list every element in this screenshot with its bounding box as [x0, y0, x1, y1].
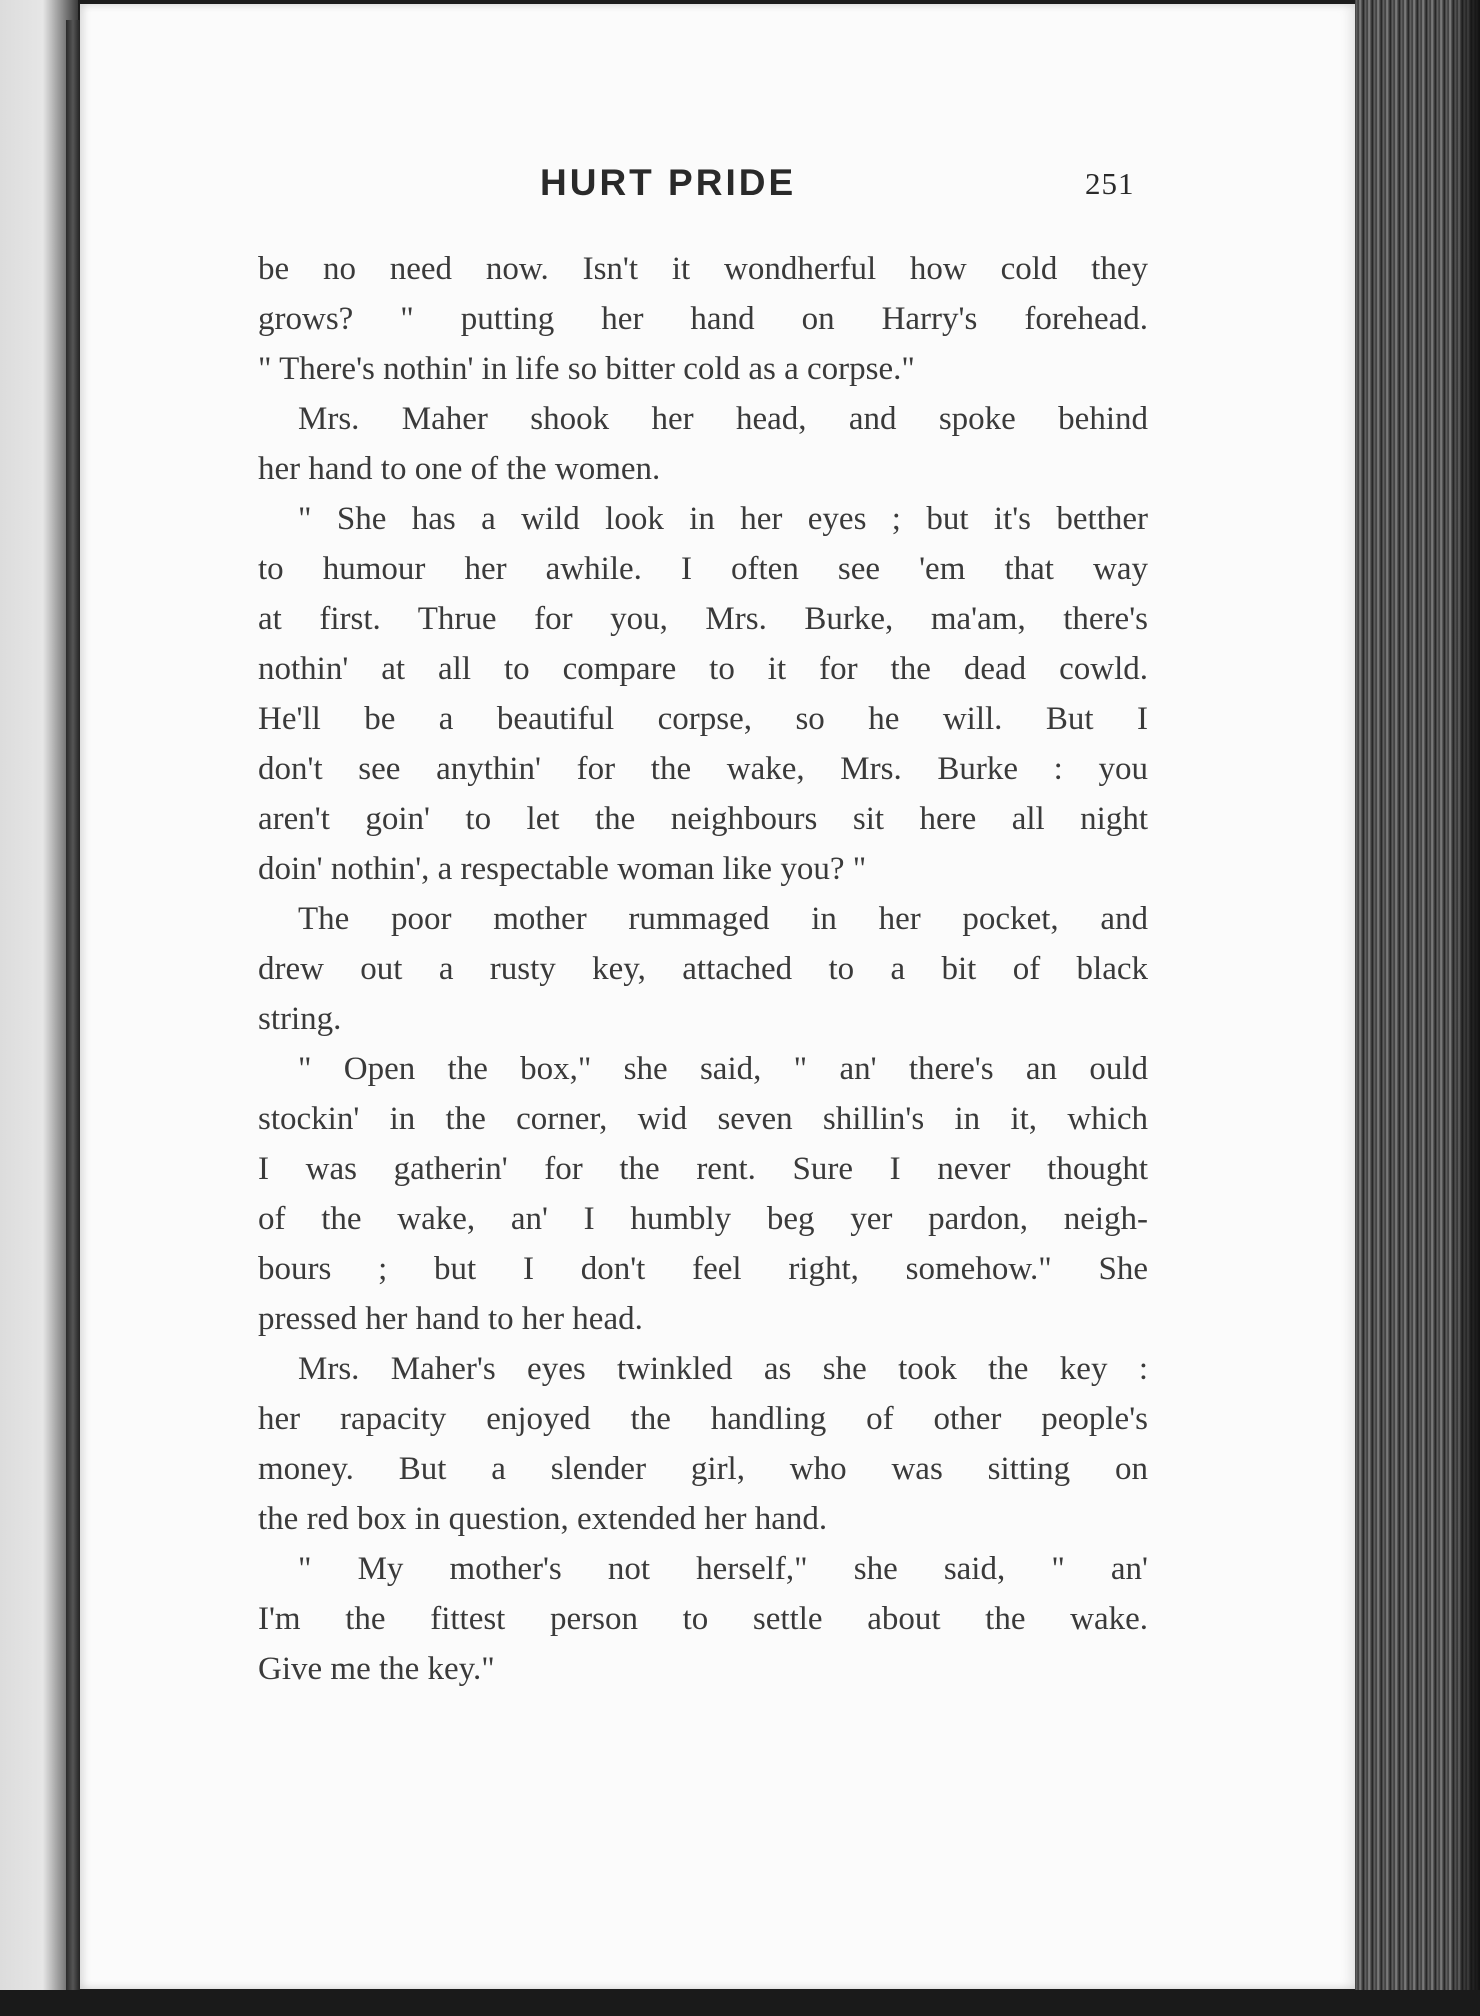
text-line: " My mother's not herself," she said, " an' [298, 1551, 1148, 1587]
text-line: He'll be a beautiful corpse, so he will. But I [258, 701, 1148, 737]
text-line: of the wake, an' I humbly beg yer pardon, neigh- [258, 1201, 1148, 1237]
text-line: pressed her hand to her head. [258, 1301, 643, 1337]
text-line: be no need now. Isn't it wondherful how cold they [258, 251, 1148, 287]
text-line: at first. Thrue for you, Mrs. Burke, ma'am, there's [258, 601, 1148, 637]
text-line: aren't goin' to let the neighbours sit here all night [258, 801, 1148, 837]
running-head: HURT PRIDE [540, 162, 797, 203]
text-line: nothin' at all to compare to it for the dead cowld. [258, 651, 1148, 687]
text-line: string. [258, 1001, 342, 1037]
text-line: " She has a wild look in her eyes ; but it's betther [298, 501, 1148, 537]
text-line: to humour her awhile. I often see 'em that way [258, 551, 1148, 587]
scan-border [0, 1990, 1480, 2016]
text-line: Give me the key." [258, 1651, 495, 1687]
text-line: don't see anythin' for the wake, Mrs. Burke : you [258, 751, 1148, 787]
text-line: I'm the fittest person to settle about the wake. [258, 1601, 1148, 1637]
text-line: stockin' in the corner, wid seven shillin's in it, which [258, 1101, 1148, 1137]
text-line: grows? " putting her hand on Harry's forehead. [258, 301, 1148, 337]
text-line: drew out a rusty key, attached to a bit of black [258, 951, 1148, 987]
book-gutter [66, 20, 80, 2000]
text-line: bours ; but I don't feel right, somehow." She [258, 1251, 1148, 1287]
text-line: her hand to one of the women. [258, 451, 661, 487]
text-line: money. But a slender girl, who was sitting on [258, 1451, 1148, 1487]
text-line: the red box in question, extended her hand. [258, 1501, 828, 1537]
body-text [258, 244, 1148, 1694]
page-number: 251 [1085, 166, 1135, 201]
text-line: " Open the box," she said, " an' there's an ould [298, 1051, 1148, 1087]
text-line: doin' nothin', a respectable woman like you? " [258, 851, 867, 887]
page-block-edges [1355, 0, 1480, 2016]
text-line: I was gatherin' for the rent. Sure I never thought [258, 1151, 1148, 1187]
text-line: her rapacity enjoyed the handling of other people's [258, 1401, 1148, 1437]
text-line: " There's nothin' in life so bitter cold as a corpse." [258, 351, 915, 387]
text-line: Mrs. Maher shook her head, and spoke behind [298, 401, 1148, 437]
text-line: Mrs. Maher's eyes twinkled as she took the key : [298, 1351, 1148, 1387]
text-line: The poor mother rummaged in her pocket, and [298, 901, 1148, 937]
